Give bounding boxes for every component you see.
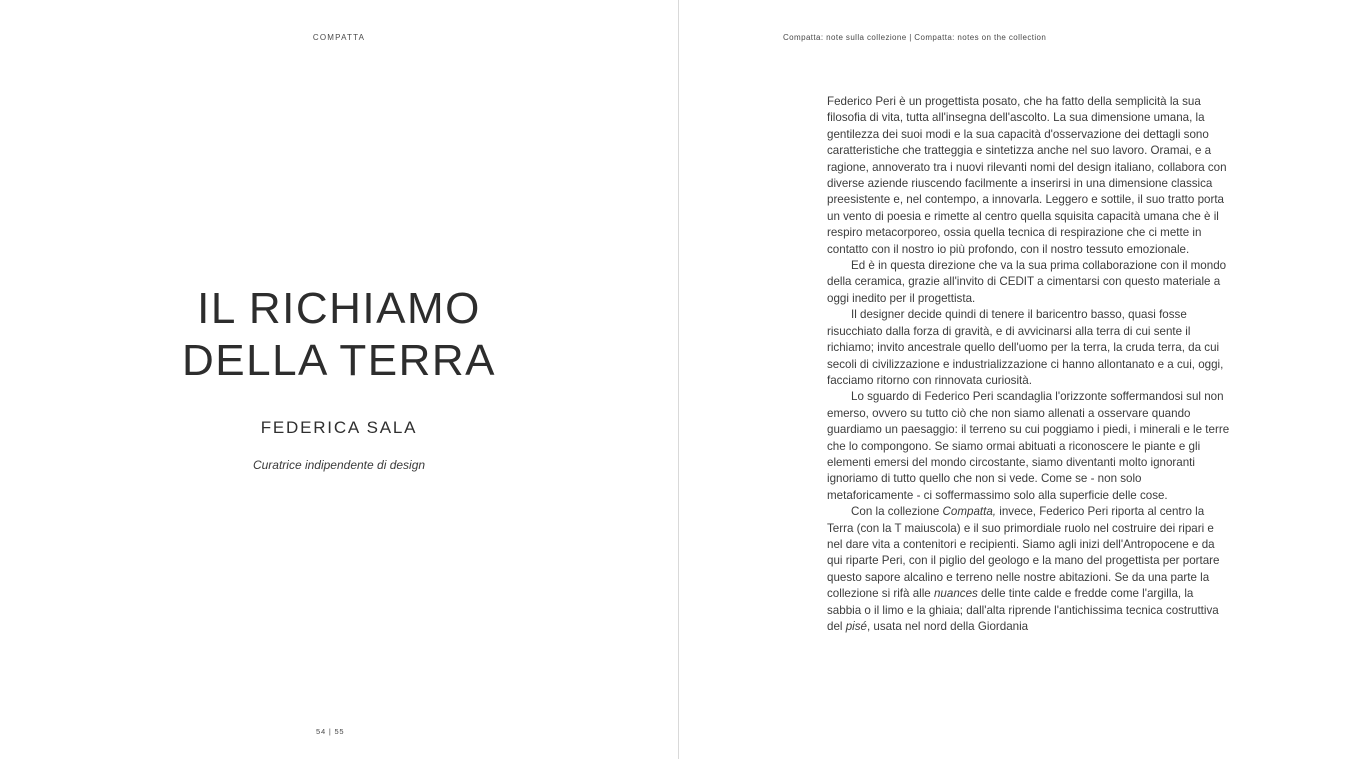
body-paragraph: Ed è in questa direzione che va la sua prima collaborazione con il mondo della ceramica, grazie all'invito di CEDIT a cimentarsi con questo materiale a oggi inedito per il progettista. bbox=[827, 259, 1227, 305]
body-paragraph: Lo sguardo di Federico Peri scandaglia l'orizzonte soffermandosi sul non emerso, ovvero su tutto ciò che non siamo allenati a osservare quando guardiamo un paesaggio: il terreno su cui poggiamo i piedi, i minerali e le terre che lo compongono. Se siamo ormai abituati a riconoscere le piante e gli elementi emersi del mondo circostante, siamo diventanti molto ignoranti ignoriamo di tutto quello che non si vede. Come se - non solo metaforicamente - ci soffermassimo solo alla superficie delle cose. bbox=[827, 390, 1230, 502]
body-paragraph: Il designer decide quindi di tenere il baricentro basso, quasi fosse risucchiato dalla forza di gravità, e di avvicinarsi alla terra di cui sente il richiamo; invito ancestrale quello dell'uomo per la terra, la cruda terra, da cui secoli di civilizzazione e industrializzazione ci hanno allontanato e a cui, oggi, facciamo ritorno con rinnovata curiosità. bbox=[827, 308, 1224, 387]
author-role: Curatrice indipendente di design bbox=[252, 458, 426, 472]
article-body bbox=[827, 94, 1230, 635]
page-title-line-1: IL RICHIAMO bbox=[197, 284, 481, 333]
page-right bbox=[678, 0, 1356, 759]
author-name: FEDERICA SALA bbox=[260, 418, 418, 437]
running-header: Compatta: note sulla collezione | Compatta: notes on the collection bbox=[783, 33, 1047, 42]
book-title-running-header: COMPATTA bbox=[312, 33, 366, 42]
page-number: 54 | 55 bbox=[316, 727, 345, 736]
page-title-line-2: DELLA TERRA bbox=[181, 336, 497, 385]
title-block bbox=[0, 283, 678, 387]
body-paragraph: Federico Peri è un progettista posato, che ha fatto della semplicità la sua filosofia di vita, tutta all'insegna dell'ascolto. La sua dimensione umana, la gentilezza dei suoi modi e la sua capacità d'osservazione dei dettagli sono caratteristiche che tratteggia e sintetizza anche nel suo lavoro. Oramai, e a ragione, annoverato tra i nuovi rilevanti nomi del design italiano, collabora con diverse aziende riuscendo facilmente a inserirsi in una dimensione classica preesistente e, nel contempo, a innovarla. Leggero e sottile, il suo tratto porta un vento di poesia e rimette al centro quella squisita capacità umana che è il respiro metacorporeo, ossia quella tecnica di respirazione che ci mette in contatto con il nostro io più profondo, con il nostro tessuto emozionale. bbox=[827, 95, 1227, 256]
body-paragraph: Con la collezione Compatta, invece, Federico Peri riporta al centro la Terra (con la T maiuscola) e il suo primordiale ruolo nel costruire dei ripari e nel dare vita a contenitori e recipienti. Siamo agli inizi dell'Antropocene e da qui riparte Peri, con il piglio del geologo e la mano del progettista per portare questo sapore alcalino e terreno nelle nostre abitazioni. Se da una parte la collezione si rifà alle nuances delle tinte calde e fredde come l'argilla, la sabbia o il limo e la ghiaia; dall'alta riprende l'antichissima tecnica costruttiva del pisé, usata nel nord della Giordania bbox=[827, 505, 1220, 633]
